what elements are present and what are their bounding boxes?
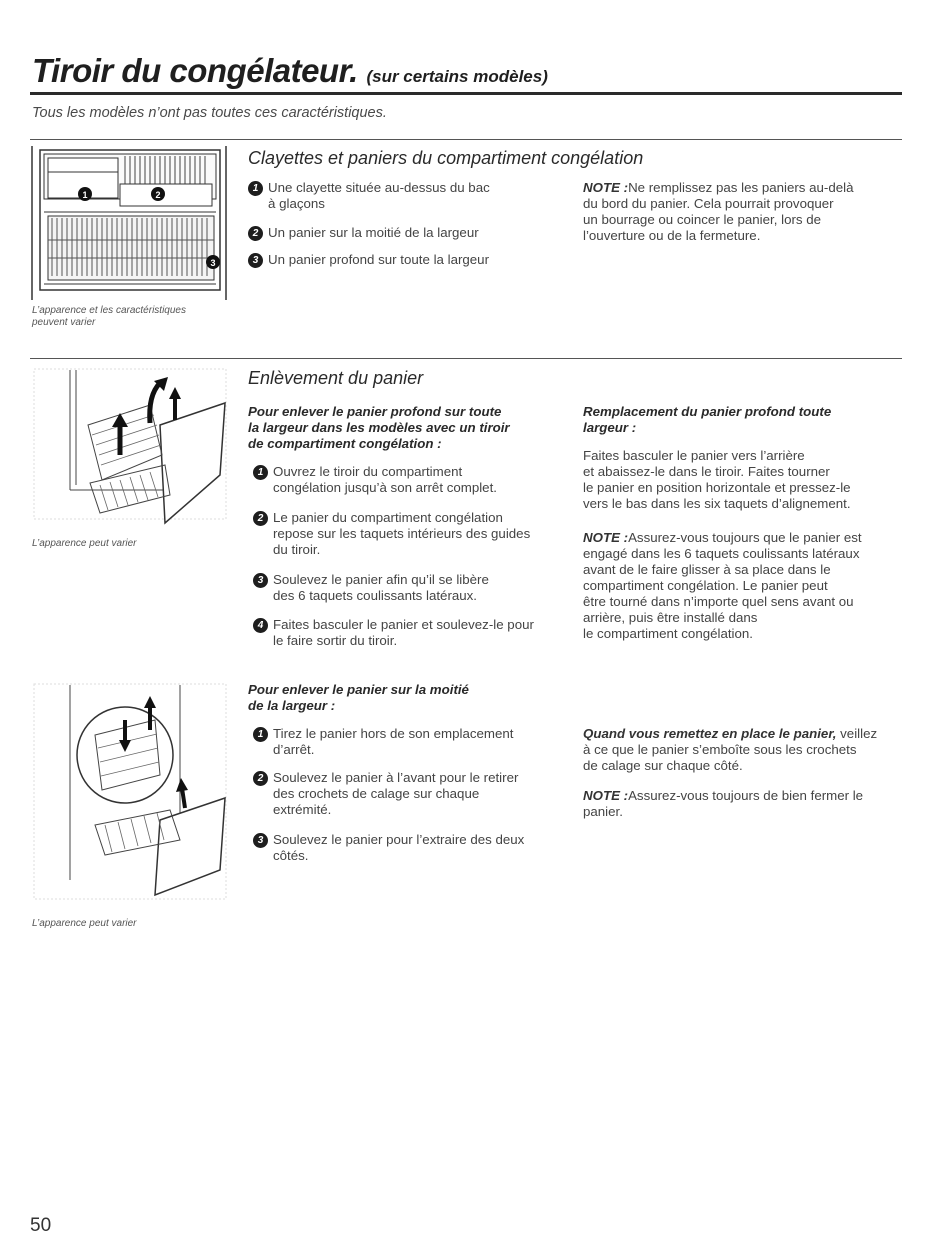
item-text: Une clayette située au-dessus du bac bbox=[268, 180, 490, 195]
half-basket-heading bbox=[248, 682, 469, 714]
step-text: des crochets de calage sur chaque bbox=[273, 786, 480, 801]
svg-text:1: 1 bbox=[82, 190, 88, 200]
note-text: l’ouverture ou de la fermeture. bbox=[583, 228, 761, 243]
body-line: vers le bas dans les six taquets d’alignement. bbox=[583, 496, 851, 511]
freezer-shelves-illustration bbox=[30, 144, 230, 302]
list-item bbox=[248, 252, 568, 268]
heading-line: de compartiment congélation : bbox=[248, 436, 442, 451]
caption-line: L’apparence et les caractéristiques bbox=[32, 305, 186, 316]
heading-line: de la largeur : bbox=[248, 698, 336, 713]
step-text: Soulevez le panier à l’avant pour le retirer bbox=[273, 770, 519, 785]
reinstall-lead: Quand vous remettez en place le panier, bbox=[583, 726, 837, 741]
section-divider-1 bbox=[30, 139, 902, 140]
list-item bbox=[248, 180, 568, 212]
step-number: 1 bbox=[253, 465, 268, 480]
step-text: le faire sortir du tiroir. bbox=[273, 633, 398, 648]
note-text: panier. bbox=[583, 804, 623, 819]
figure-caption-1 bbox=[32, 305, 186, 329]
body-line: de calage sur chaque côté. bbox=[583, 758, 743, 773]
step-text: Soulevez le panier afin qu’il se libère bbox=[273, 572, 489, 587]
half-basket-illustration bbox=[30, 680, 230, 905]
body-line: et abaissez-le dans le tiroir. Faites tourner bbox=[583, 464, 830, 479]
step-text: des 6 taquets coulissants latéraux. bbox=[273, 588, 478, 603]
step-text: Le panier du compartiment congélation bbox=[273, 510, 503, 525]
item-text: à glaçons bbox=[268, 196, 325, 211]
replace-body bbox=[583, 448, 913, 512]
callout-3 bbox=[206, 255, 220, 269]
section2-title: Enlèvement du panier bbox=[248, 368, 424, 388]
note-text: avant de le faire glisser à sa place dans le bbox=[583, 562, 831, 577]
note-label: NOTE : bbox=[583, 530, 629, 545]
step-text: d’arrêt. bbox=[273, 742, 315, 757]
note-text: arrière, puis être installé dans bbox=[583, 610, 758, 625]
heading-line: largeur : bbox=[583, 420, 637, 435]
svg-text:2: 2 bbox=[155, 190, 161, 200]
heading-line: Remplacement du panier profond toute bbox=[583, 404, 832, 419]
step-number: 3 bbox=[253, 833, 268, 848]
step-text: extrémité. bbox=[273, 802, 332, 817]
note-text: Assurez-vous toujours que le panier est bbox=[628, 530, 862, 545]
step-number: 2 bbox=[253, 771, 268, 786]
step-number: 1 bbox=[253, 727, 268, 742]
svg-text:3: 3 bbox=[210, 258, 216, 268]
page-title bbox=[32, 52, 548, 90]
reinstall-note bbox=[583, 788, 913, 820]
step-number: 4 bbox=[253, 618, 268, 633]
heading-line: Pour enlever le panier profond sur toute bbox=[248, 404, 502, 419]
step-number: 3 bbox=[248, 253, 263, 268]
body-line: Faites basculer le panier vers l’arrière bbox=[583, 448, 805, 463]
note-text: compartiment congélation. Le panier peut bbox=[583, 578, 828, 593]
title-text: Tiroir du congélateur. bbox=[32, 52, 358, 89]
heading-line: Pour enlever le panier sur la moitié bbox=[248, 682, 469, 697]
title-rule bbox=[30, 92, 902, 95]
note-text: engagé dans les 6 taquets coulissants latéraux bbox=[583, 546, 860, 561]
section1-title: Clayettes et paniers du compartiment congélation bbox=[248, 148, 644, 168]
note-text: Assurez-vous toujours de bien fermer le bbox=[628, 788, 864, 803]
item-text: Un panier sur la moitié de la largeur bbox=[268, 225, 479, 240]
note-text: du bord du panier. Cela pourrait provoquer bbox=[583, 196, 834, 211]
note-label: NOTE : bbox=[583, 180, 629, 195]
list-item bbox=[253, 832, 593, 864]
item-text: Un panier profond sur toute la largeur bbox=[268, 252, 490, 267]
list-item bbox=[253, 617, 593, 649]
replace-note bbox=[583, 530, 913, 642]
list-item bbox=[253, 770, 593, 818]
step-number: 2 bbox=[253, 511, 268, 526]
step-text: Ouvrez le tiroir du compartiment bbox=[273, 464, 463, 479]
list-item bbox=[253, 726, 593, 758]
page-number: 50 bbox=[30, 1215, 52, 1236]
list-item bbox=[253, 510, 593, 558]
list-item bbox=[248, 225, 568, 241]
reinstall-text bbox=[583, 726, 913, 774]
figure-caption-3: L’apparence peut varier bbox=[32, 918, 137, 929]
note-text: Ne remplissez pas les paniers au-delà bbox=[628, 180, 854, 195]
step-number: 3 bbox=[253, 573, 268, 588]
step-text: côtés. bbox=[273, 848, 309, 863]
list-item bbox=[253, 464, 593, 496]
step-text: Faites basculer le panier et soulevez-le pour bbox=[273, 617, 534, 632]
section1-note bbox=[583, 180, 903, 244]
body-line: veillez bbox=[836, 726, 878, 741]
step-text: du tiroir. bbox=[273, 542, 321, 557]
intro-text: Tous les modèles n’ont pas toutes ces caractéristiques. bbox=[32, 105, 387, 121]
body-line: à ce que le panier s’emboîte sous les crochets bbox=[583, 742, 857, 757]
step-number: 2 bbox=[248, 226, 263, 241]
note-label: NOTE : bbox=[583, 788, 629, 803]
title-subtitle: (sur certains modèles) bbox=[366, 67, 548, 86]
note-text: être tourné dans n’importe quel sens avant ou bbox=[583, 594, 854, 609]
caption-line: peuvent varier bbox=[32, 317, 96, 328]
callout-2 bbox=[151, 187, 165, 201]
list-item bbox=[253, 572, 593, 604]
deep-basket-heading bbox=[248, 404, 510, 452]
note-text: un bourrage ou coincer le panier, lors de bbox=[583, 212, 822, 227]
body-line: le panier en position horizontale et pressez-le bbox=[583, 480, 851, 495]
note-text: le compartiment congélation. bbox=[583, 626, 753, 641]
step-text: congélation jusqu’à son arrêt complet. bbox=[273, 480, 497, 495]
heading-line: la largeur dans les modèles avec un tiroir bbox=[248, 420, 510, 435]
section-divider-2 bbox=[30, 358, 902, 359]
step-text: repose sur les taquets intérieurs des guides bbox=[273, 526, 531, 541]
replace-heading bbox=[583, 404, 831, 436]
callout-1 bbox=[78, 187, 92, 201]
step-text: Soulevez le panier pour l’extraire des deux bbox=[273, 832, 525, 847]
deep-basket-illustration bbox=[30, 365, 230, 530]
step-text: Tirez le panier hors de son emplacement bbox=[273, 726, 514, 741]
step-number: 1 bbox=[248, 181, 263, 196]
figure-caption-2: L’apparence peut varier bbox=[32, 538, 137, 549]
